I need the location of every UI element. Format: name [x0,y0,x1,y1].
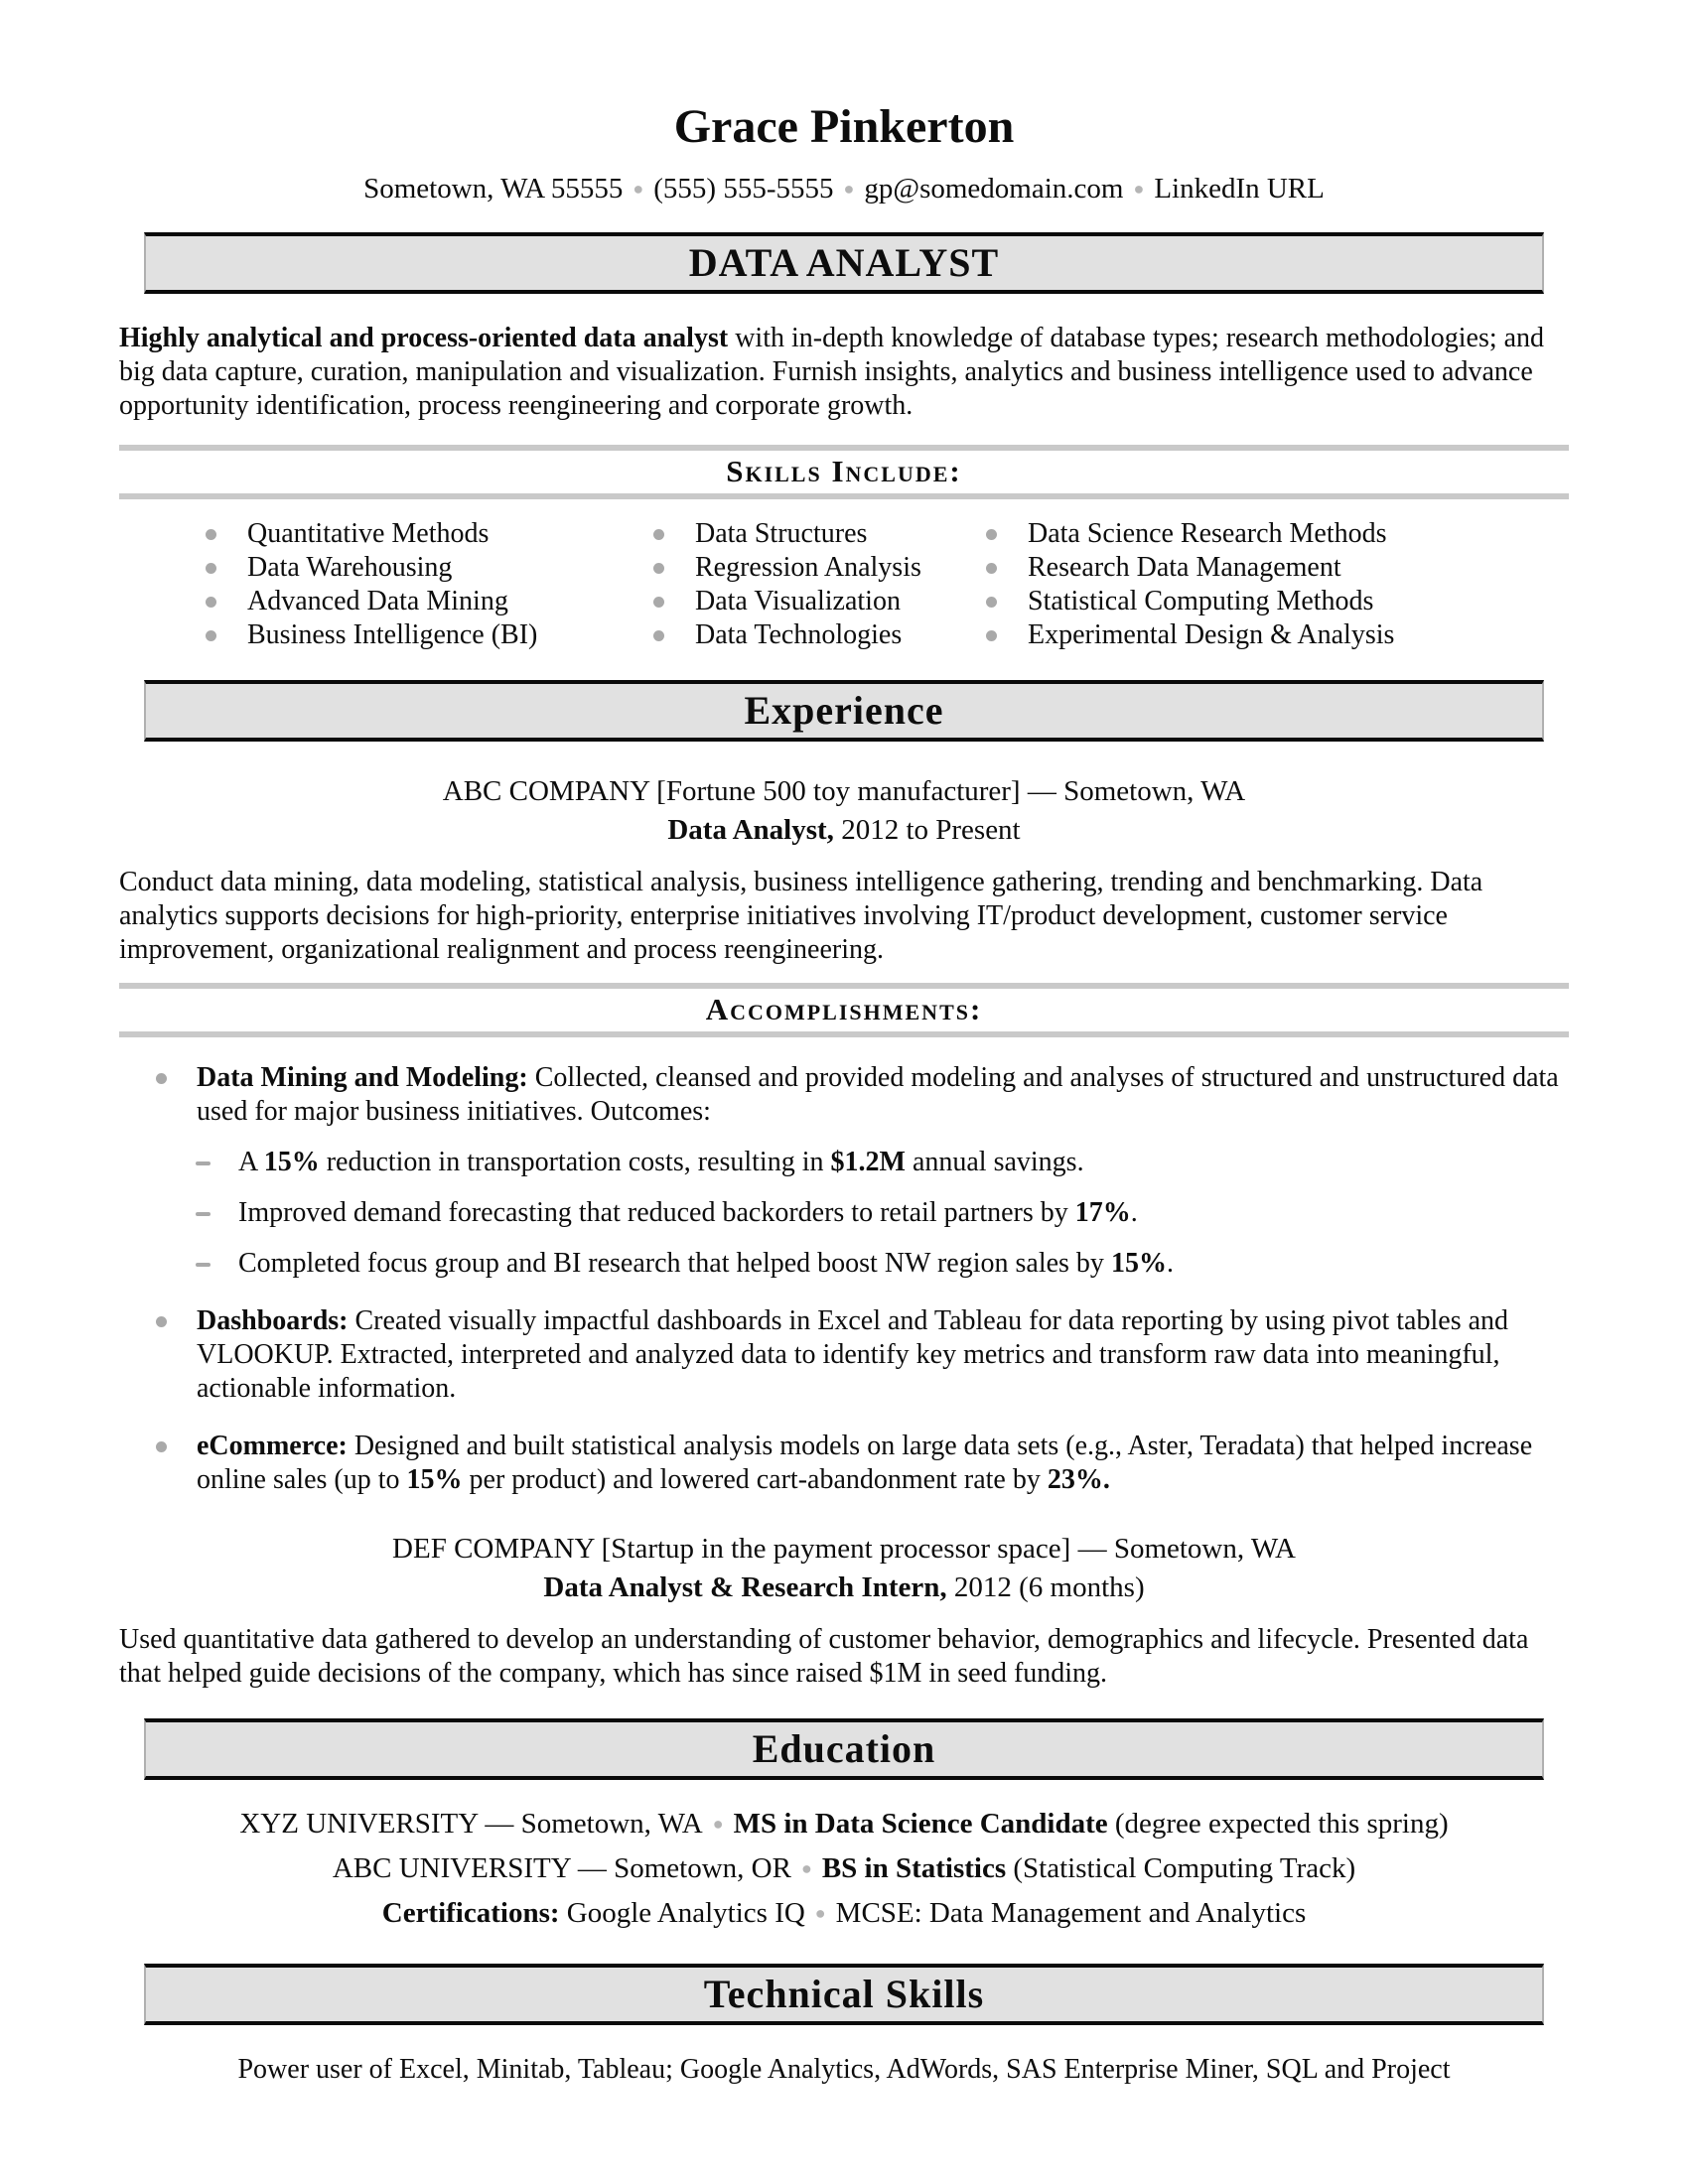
accomplishment-text: eCommerce: Designed and built statistical analysis models on large data sets (e.g., Aster, Teradata) that helped increase online sales (up to 15% per product) and lowered cart-abandonment rate by 23%. [197,1431,1533,1495]
accomplishment-item [119,1061,1569,1129]
skill-label: Quantitative Methods [247,518,490,549]
bullet-icon [156,1073,167,1084]
job2-title-line: Data Analyst & Research Intern, 2012 (6 months) [543,1571,1145,1603]
accomplishments-heading-block [119,983,1569,1037]
skill-item [986,618,1569,652]
skill-label: Data Visualization [695,586,901,616]
accomplishment-sub-item [119,1196,1569,1230]
skill-label: Data Structures [695,518,868,549]
education-line: ABC UNIVERSITY — Sometown, OR ● BS in Statistics (Statistical Computing Track) [332,1852,1356,1884]
skills-column-2 [653,517,986,652]
bullet-icon [156,1441,167,1452]
job1-title-line: Data Analyst, 2012 to Present [667,814,1021,846]
bullet-icon [986,630,997,641]
bullet-icon [156,1316,167,1327]
summary-paragraph: Highly analytical and process-oriented data analyst with in-depth knowledge of database types; research methodologies; and big data capture, curation, manipulation and visualization. Furnish insights, analytics and business intelligence used to advance opportunity identification, process reengineering and corporate growth. [119,323,1545,421]
dash-bullet-icon [196,1263,211,1267]
job2-company-line: DEF COMPANY [Startup in the payment processor space] — Sometown, WA [392,1533,1296,1565]
bullet-icon [986,597,997,608]
skills-column-3 [986,517,1569,652]
bullet-icon [206,630,216,641]
accomplishment-sub-item [119,1146,1569,1179]
skill-item [653,585,986,618]
bullet-icon [206,529,216,540]
skill-item [206,517,653,551]
accomplishments-list [119,1061,1569,1497]
skill-label: Advanced Data Mining [247,586,508,616]
skill-label: Statistical Computing Methods [1028,586,1374,616]
bullet-icon [206,563,216,574]
skill-item [653,618,986,652]
bullet-icon [206,597,216,608]
sub-item-text: A 15% reduction in transportation costs, resulting in $1.2M annual savings. [238,1147,1084,1177]
sub-item-text: Improved demand forecasting that reduced backorders to retail partners by 17%. [238,1197,1138,1228]
bullet-icon [653,597,664,608]
skill-item [653,551,986,585]
accomplishment-text: Dashboards: Created visually impactful dashboards in Excel and Tableau for data reporting by using pivot tables and VLOOKUP. Extracted, interpreted and analyzed data to identify key metrics and transform raw data into meaningful, actionable information. [197,1305,1509,1404]
education-banner: Education [144,1718,1544,1780]
skill-label: Data Technologies [695,619,903,650]
skill-label: Business Intelligence (BI) [247,619,538,650]
bullet-icon [653,630,664,641]
technical-skills-banner: Technical Skills [144,1964,1544,2025]
bullet-icon [653,563,664,574]
candidate-name: Grace Pinkerton [673,100,1015,153]
accomplishment-item [119,1304,1569,1406]
divider-line [119,1031,1569,1037]
skill-item [653,517,986,551]
bullet-icon [653,529,664,540]
education-list [119,1802,1569,1936]
skill-item [986,585,1569,618]
sub-item-text: Completed focus group and BI research that helped boost NW region sales by 15%. [238,1248,1174,1279]
contact-line: Sometown, WA 55555 ● (555) 555-5555 ● gp@somedomain.com ● LinkedIn URL [363,173,1325,205]
divider-line [119,493,1569,499]
skill-label: Data Science Research Methods [1028,518,1387,549]
skills-column-1 [206,517,653,652]
job1-company-line: ABC COMPANY [Fortune 500 toy manufacturer] — Sometown, WA [442,775,1246,807]
skill-label: Experimental Design & Analysis [1028,619,1395,650]
skill-item [986,517,1569,551]
dash-bullet-icon [196,1212,211,1216]
experience-banner: Experience [144,680,1544,742]
skill-label: Regression Analysis [695,552,921,583]
technical-skills-text: Power user of Excel, Minitab, Tableau; Google Analytics, AdWords, SAS Enterprise Miner, SQL and Project [237,2054,1451,2085]
job2-description: Used quantitative data gathered to develop an understanding of customer behavior, demographics and lifecycle. Presented data that helped guide decisions of the company, which has since raised $1M in seed funding. [119,1624,1529,1689]
skills-heading-block [119,445,1569,499]
bullet-icon [986,563,997,574]
skill-label: Data Warehousing [247,552,453,583]
skill-label: Research Data Management [1028,552,1341,583]
accomplishment-sub-item [119,1247,1569,1281]
job-title-banner: DATA ANALYST [144,232,1544,294]
skills-heading: Skills Include: [726,454,962,488]
accomplishment-item [119,1430,1569,1497]
bullet-icon [986,529,997,540]
skill-item [206,618,653,652]
job1-description: Conduct data mining, data modeling, statistical analysis, business intelligence gathering, trending and benchmarking. Data analytics supports decisions for high-priority, enterprise initiatives involving IT/product development, customer service improvement, organizational realignment and process reengineering. [119,867,1483,965]
skill-item [986,551,1569,585]
skills-grid [119,517,1569,652]
education-line: XYZ UNIVERSITY — Sometown, WA ● MS in Data Science Candidate (degree expected this spring) [239,1808,1449,1840]
education-line: Certifications: Google Analytics IQ ● MCSE: Data Management and Analytics [381,1897,1307,1929]
accomplishment-text: Data Mining and Modeling: Collected, cleansed and provided modeling and analyses of structured and unstructured data used for major business initiatives. Outcomes: [197,1062,1559,1127]
dash-bullet-icon [196,1161,211,1165]
accomplishments-heading: Accomplishments: [705,992,983,1026]
skill-item [206,551,653,585]
skill-item [206,585,653,618]
